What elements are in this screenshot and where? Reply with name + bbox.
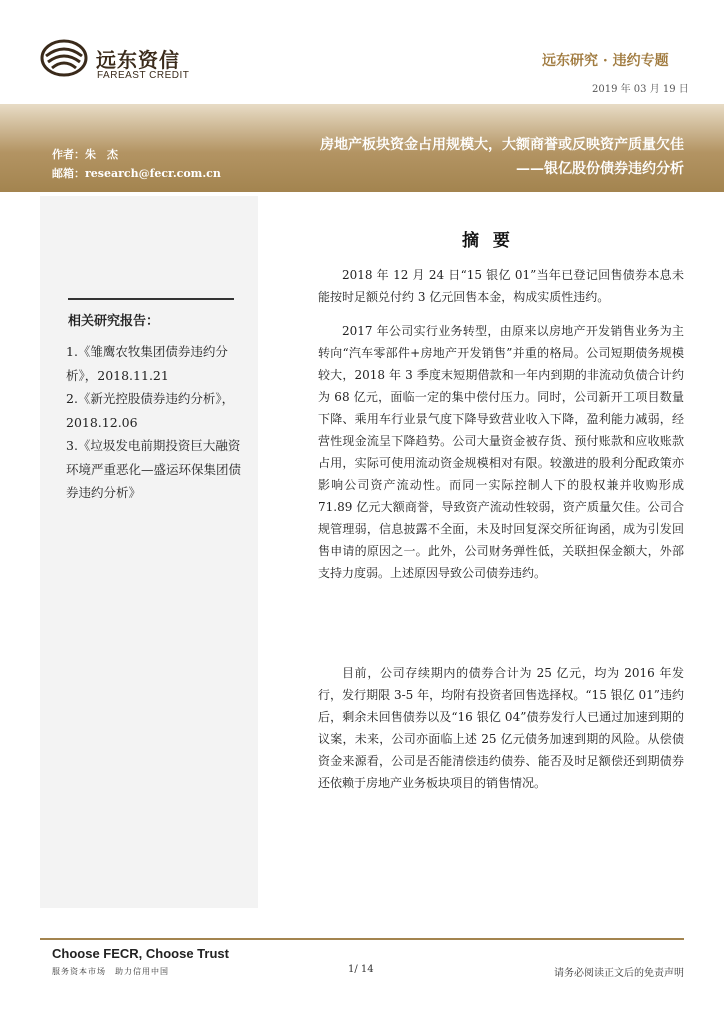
footer-slogan: Choose FECR, Choose Trust (52, 946, 229, 961)
author-email: 邮箱：research@fecr.com.cn (52, 167, 221, 180)
abstract-paragraph: 2017 年公司实行业务转型，由原来以房地产开发销售业务为主转向“汽车零部件+房地产开发销售”并重的格局。公司短期债务规模较大，2018 年 3 季度末短期借款和一年内到期的非流动负债合计约为 68 亿元，面临一定的集中偿付压力。同时，公司新开工项目数量下降、乘用车行业景气度下降导致营业收入下降，盈利能力减弱，经营性现金流呈下降趋势。公司大量资金被存货、预付账款和应收账款占用，实际可使用流动资金规模相对有限。较激进的股利分配政策亦影响公司资产流动性。而同一实际控制人下的股权兼并收购形成 71.89 亿元大额商誉，导致资产流动性较弱，资产质量欠佳。公司合规管理弱，信息披露不全面，未及时回复深交所征询函，成为引发回售申请的原因之一。此外，公司财务弹性低，关联担保金额大，外部支持力度弱。上述原因导致公司债券违约。 (318, 324, 684, 580)
report-title: 房地产板块资金占用规模大，大额商誉或反映资产质量欠佳 (320, 137, 684, 153)
report-subtitle: ——银亿股份债券违约分析 (516, 161, 684, 177)
abstract-paragraph: 2018 年 12 月 24 日“15 银亿 01”当年已登记回售债券本息未能按时足额兑付约 3 亿元回售本金，构成实质性违约。 (318, 268, 684, 304)
abstract-title: 摘 要 (462, 231, 514, 251)
related-report-item: 3.《垃圾发电前期投资巨大融资环境严重恶化—盛运环保集团债券违约分析》 (66, 438, 242, 500)
related-reports-list (66, 340, 242, 505)
report-series: 远东研究 · 违约专题 (542, 53, 669, 69)
fareast-logo-icon (40, 38, 88, 78)
disclaimer-note: 请务必阅读正文后的免责声明 (554, 968, 684, 979)
abstract-paragraph: 目前，公司存续期内的债券合计为 25 亿元，均为 2016 年发行，发行期限 3-5 年，均附有投资者回售选择权。“15 银亿 01”违约后，剩余未回售债券以及“16 银亿 04”债券发行人已通过加速到期的议案，未来，公司亦面临上述 25 亿元债务加速到期的风险。从偿债资金来源看，公司是否能清偿违约债券、能否及时足额偿还到期债券还依赖于房地产业务板块项目的销售情况。 (318, 666, 684, 790)
related-report-item: 2.《新光控股债券违约分析》，2018.12.06 (66, 391, 235, 430)
footer-slogan-sub: 服务资本市场 助力信用中国 (52, 967, 169, 976)
page-number: 1/ 14 (348, 964, 374, 975)
related-reports-heading: 相关研究报告： (68, 314, 160, 329)
brand-name-cn: 远东资信 (96, 48, 180, 72)
related-report-item: 1.《雏鹰农牧集团债券违约分析》，2018.11.21 (66, 344, 228, 383)
sidebar (40, 196, 258, 908)
footer-divider (40, 938, 684, 940)
sidebar-divider (68, 298, 234, 300)
report-date: 2019 年 03 月 19 日 (592, 84, 689, 95)
brand-name-en: FAREAST CREDIT (97, 70, 190, 81)
author: 作者：朱 杰 (52, 148, 118, 161)
